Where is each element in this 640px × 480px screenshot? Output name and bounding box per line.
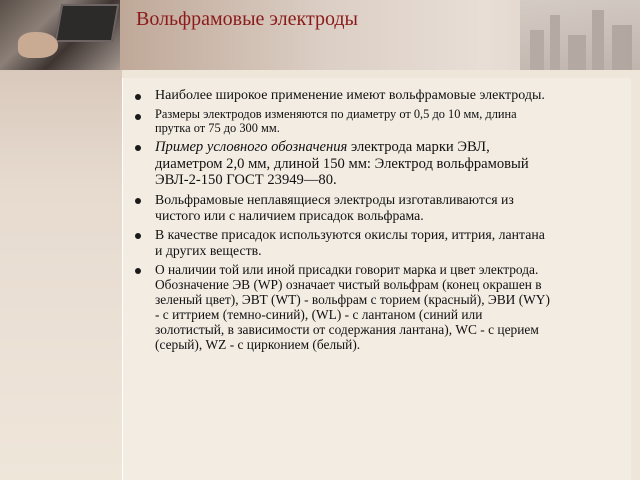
bullet-italic-text: Пример условного обозначения (155, 139, 348, 156)
bullet-dot-icon (135, 94, 141, 100)
header-city-image (520, 0, 640, 70)
bullet-text: Вольфрамовые неплавящиеся электроды изготавливаются из чистого или с наличием присадок вольфрама. (155, 192, 514, 223)
bullet-item (133, 88, 551, 104)
bullet-dot-icon (135, 198, 141, 204)
bullet-text: Наиболее широкое применение имеют вольфрамовые электроды. (155, 88, 545, 103)
left-decorative-strip (0, 70, 122, 480)
bullet-dot-icon (135, 145, 141, 151)
bullet-item (133, 139, 551, 188)
bullet-item (133, 192, 551, 223)
bullet-item (133, 227, 551, 258)
bullet-dot-icon (135, 233, 141, 239)
bullet-item (133, 262, 551, 352)
bullet-list (133, 88, 551, 356)
bullet-text: В качестве присадок используются окислы тория, иттрия, лантана и других веществ. (155, 227, 545, 258)
bullet-dot-icon (135, 114, 141, 120)
bullet-text: О наличии той или иной присадки говорит марка и цвет электрода. Обозначение ЭВ (WP) означает чистый вольфрам (конец окрашен в зеленый цвет), ЭВТ (WT) - вольфрам с торием (красный), ЭВИ (WY) - с иттрием (темно-синий), (WL) - с лантаном (синий или золотистый, в зависимости от содержания лантана), WC - с церием (серый), WZ - с цирконием (белый). (155, 262, 550, 353)
bullet-item (133, 108, 551, 136)
bullet-text: Размеры электродов изменяются по диаметру от 0,5 до 10 мм, длина прутка от 75 до 300 мм. (155, 106, 517, 135)
bullet-text: электрода марки ЭВЛ, диаметром 2,0 мм, длиной 150 мм: Электрод вольфрамовый ЭВЛ-2-150 ГОСТ 23949—80. (155, 139, 529, 189)
slide-title: Вольфрамовые электроды (136, 8, 358, 30)
bullet-dot-icon (135, 268, 141, 274)
laptop-image (55, 4, 120, 42)
header-photo (0, 0, 120, 70)
hand-image (18, 32, 58, 58)
